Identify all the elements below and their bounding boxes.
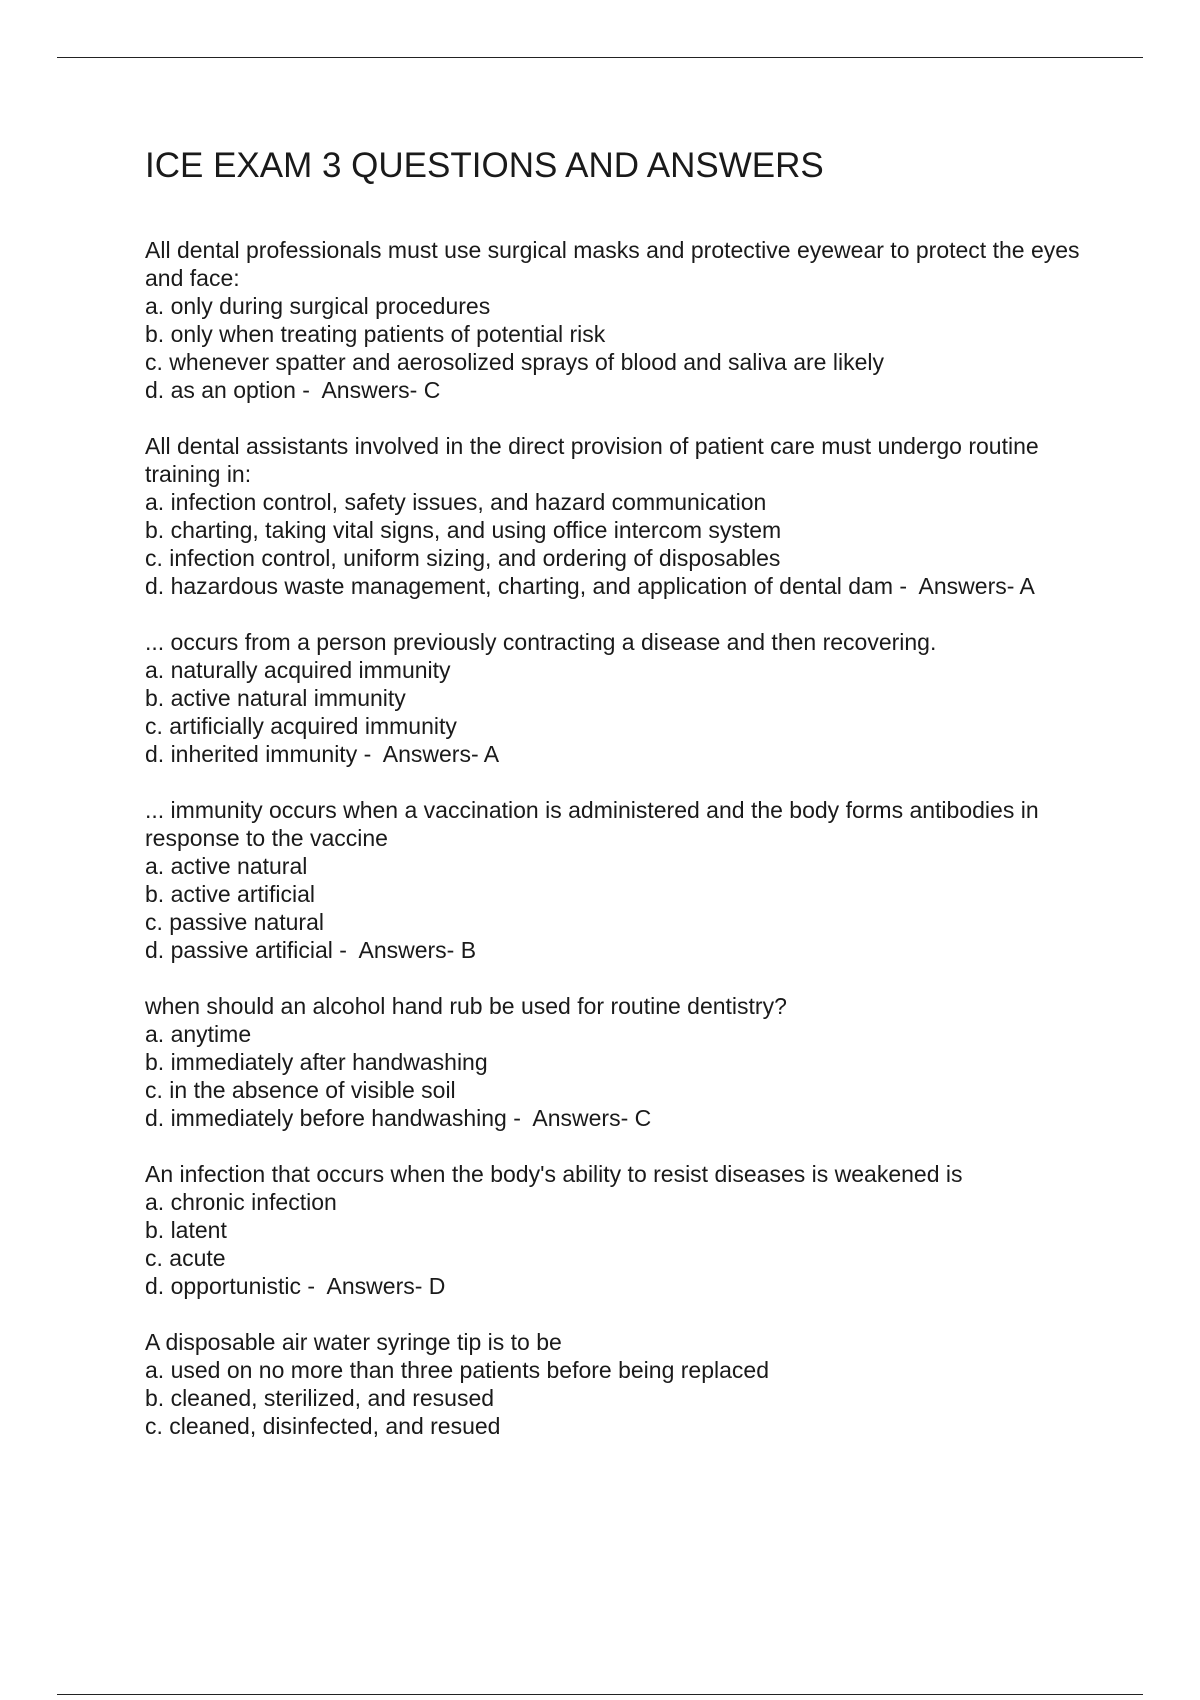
question-3 bbox=[145, 628, 1105, 768]
option-d: d. inherited immunity bbox=[145, 741, 358, 767]
question-5 bbox=[145, 992, 1105, 1132]
question-1 bbox=[145, 236, 1105, 404]
question-stem: when should an alcohol hand rub be used for routine dentistry? bbox=[145, 993, 787, 1019]
option-d: d. passive artificial bbox=[145, 937, 333, 963]
answer-prefix: - Answers- bbox=[506, 1105, 635, 1131]
option-b: b. active natural immunity bbox=[145, 685, 406, 711]
option-d-with-answer bbox=[145, 376, 1105, 404]
answer-value: C bbox=[634, 1105, 652, 1131]
option-d-with-answer bbox=[145, 1272, 1105, 1300]
answer-value: C bbox=[423, 377, 441, 403]
option-c: c. in the absence of visible soil bbox=[145, 1077, 456, 1103]
option-d: d. opportunistic bbox=[145, 1273, 301, 1299]
question-stem: All dental assistants involved in the direct provision of patient care must undergo routine training in: bbox=[145, 433, 1039, 487]
option-a: a. active natural bbox=[145, 853, 308, 879]
answer-value: D bbox=[428, 1273, 446, 1299]
option-a: a. anytime bbox=[145, 1021, 252, 1047]
option-c: c. acute bbox=[145, 1245, 226, 1271]
option-a: a. used on no more than three patients before being replaced bbox=[145, 1357, 769, 1383]
question-4 bbox=[145, 796, 1105, 964]
option-b: b. latent bbox=[145, 1217, 227, 1243]
option-a: a. only during surgical procedures bbox=[145, 293, 491, 319]
option-d-with-answer bbox=[145, 936, 1105, 964]
option-b: b. charting, taking vital signs, and using office intercom system bbox=[145, 517, 782, 543]
option-a: a. chronic infection bbox=[145, 1189, 337, 1215]
option-a: a. infection control, safety issues, and hazard communication bbox=[145, 489, 767, 515]
answer-prefix: - Answers- bbox=[295, 377, 424, 403]
question-stem: ... occurs from a person previously contracting a disease and then recovering. bbox=[145, 629, 937, 655]
question-2 bbox=[145, 432, 1105, 600]
answer-prefix: - Answers- bbox=[332, 937, 461, 963]
answer-value: A bbox=[483, 741, 500, 767]
question-6 bbox=[145, 1160, 1105, 1300]
bottom-rule bbox=[57, 1694, 1143, 1695]
question-7 bbox=[145, 1328, 1105, 1440]
option-d: d. as an option bbox=[145, 377, 296, 403]
option-d: d. hazardous waste management, charting, and application of dental dam bbox=[145, 573, 893, 599]
question-list bbox=[145, 236, 1105, 1440]
answer-value: B bbox=[460, 937, 477, 963]
question-stem: All dental professionals must use surgical masks and protective eyewear to protect the eyes and face: bbox=[145, 237, 1080, 291]
document-body bbox=[145, 140, 1105, 1468]
option-b: b. active artificial bbox=[145, 881, 316, 907]
option-d-with-answer bbox=[145, 1104, 1105, 1132]
question-stem: An infection that occurs when the body's ability to resist diseases is weakened is bbox=[145, 1161, 963, 1187]
option-b: b. cleaned, sterilized, and resused bbox=[145, 1385, 495, 1411]
answer-value: A bbox=[1019, 573, 1035, 599]
question-stem: ... immunity occurs when a vaccination is administered and the body forms antibodies in response to the vaccine bbox=[145, 797, 1039, 851]
question-stem: A disposable air water syringe tip is to be bbox=[145, 1329, 562, 1355]
option-c: c. artificially acquired immunity bbox=[145, 713, 457, 739]
document-title: ICE EXAM 3 QUESTIONS AND ANSWERS bbox=[145, 146, 824, 185]
option-b: b. immediately after handwashing bbox=[145, 1049, 488, 1075]
option-d-with-answer bbox=[145, 572, 1105, 600]
option-c: c. infection control, uniform sizing, and ordering of disposables bbox=[145, 545, 781, 571]
option-c: c. cleaned, disinfected, and resued bbox=[145, 1413, 501, 1439]
option-a: a. naturally acquired immunity bbox=[145, 657, 451, 683]
option-c: c. passive natural bbox=[145, 909, 324, 935]
option-d: d. immediately before handwashing bbox=[145, 1105, 507, 1131]
option-d-with-answer bbox=[145, 740, 1105, 768]
option-c: c. whenever spatter and aerosolized sprays of blood and saliva are likely bbox=[145, 349, 884, 375]
option-b: b. only when treating patients of potential risk bbox=[145, 321, 606, 347]
answer-prefix: - Answers- bbox=[300, 1273, 429, 1299]
answer-prefix: - Answers- bbox=[892, 573, 1020, 599]
top-rule bbox=[57, 57, 1143, 58]
answer-prefix: - Answers- bbox=[357, 741, 484, 767]
